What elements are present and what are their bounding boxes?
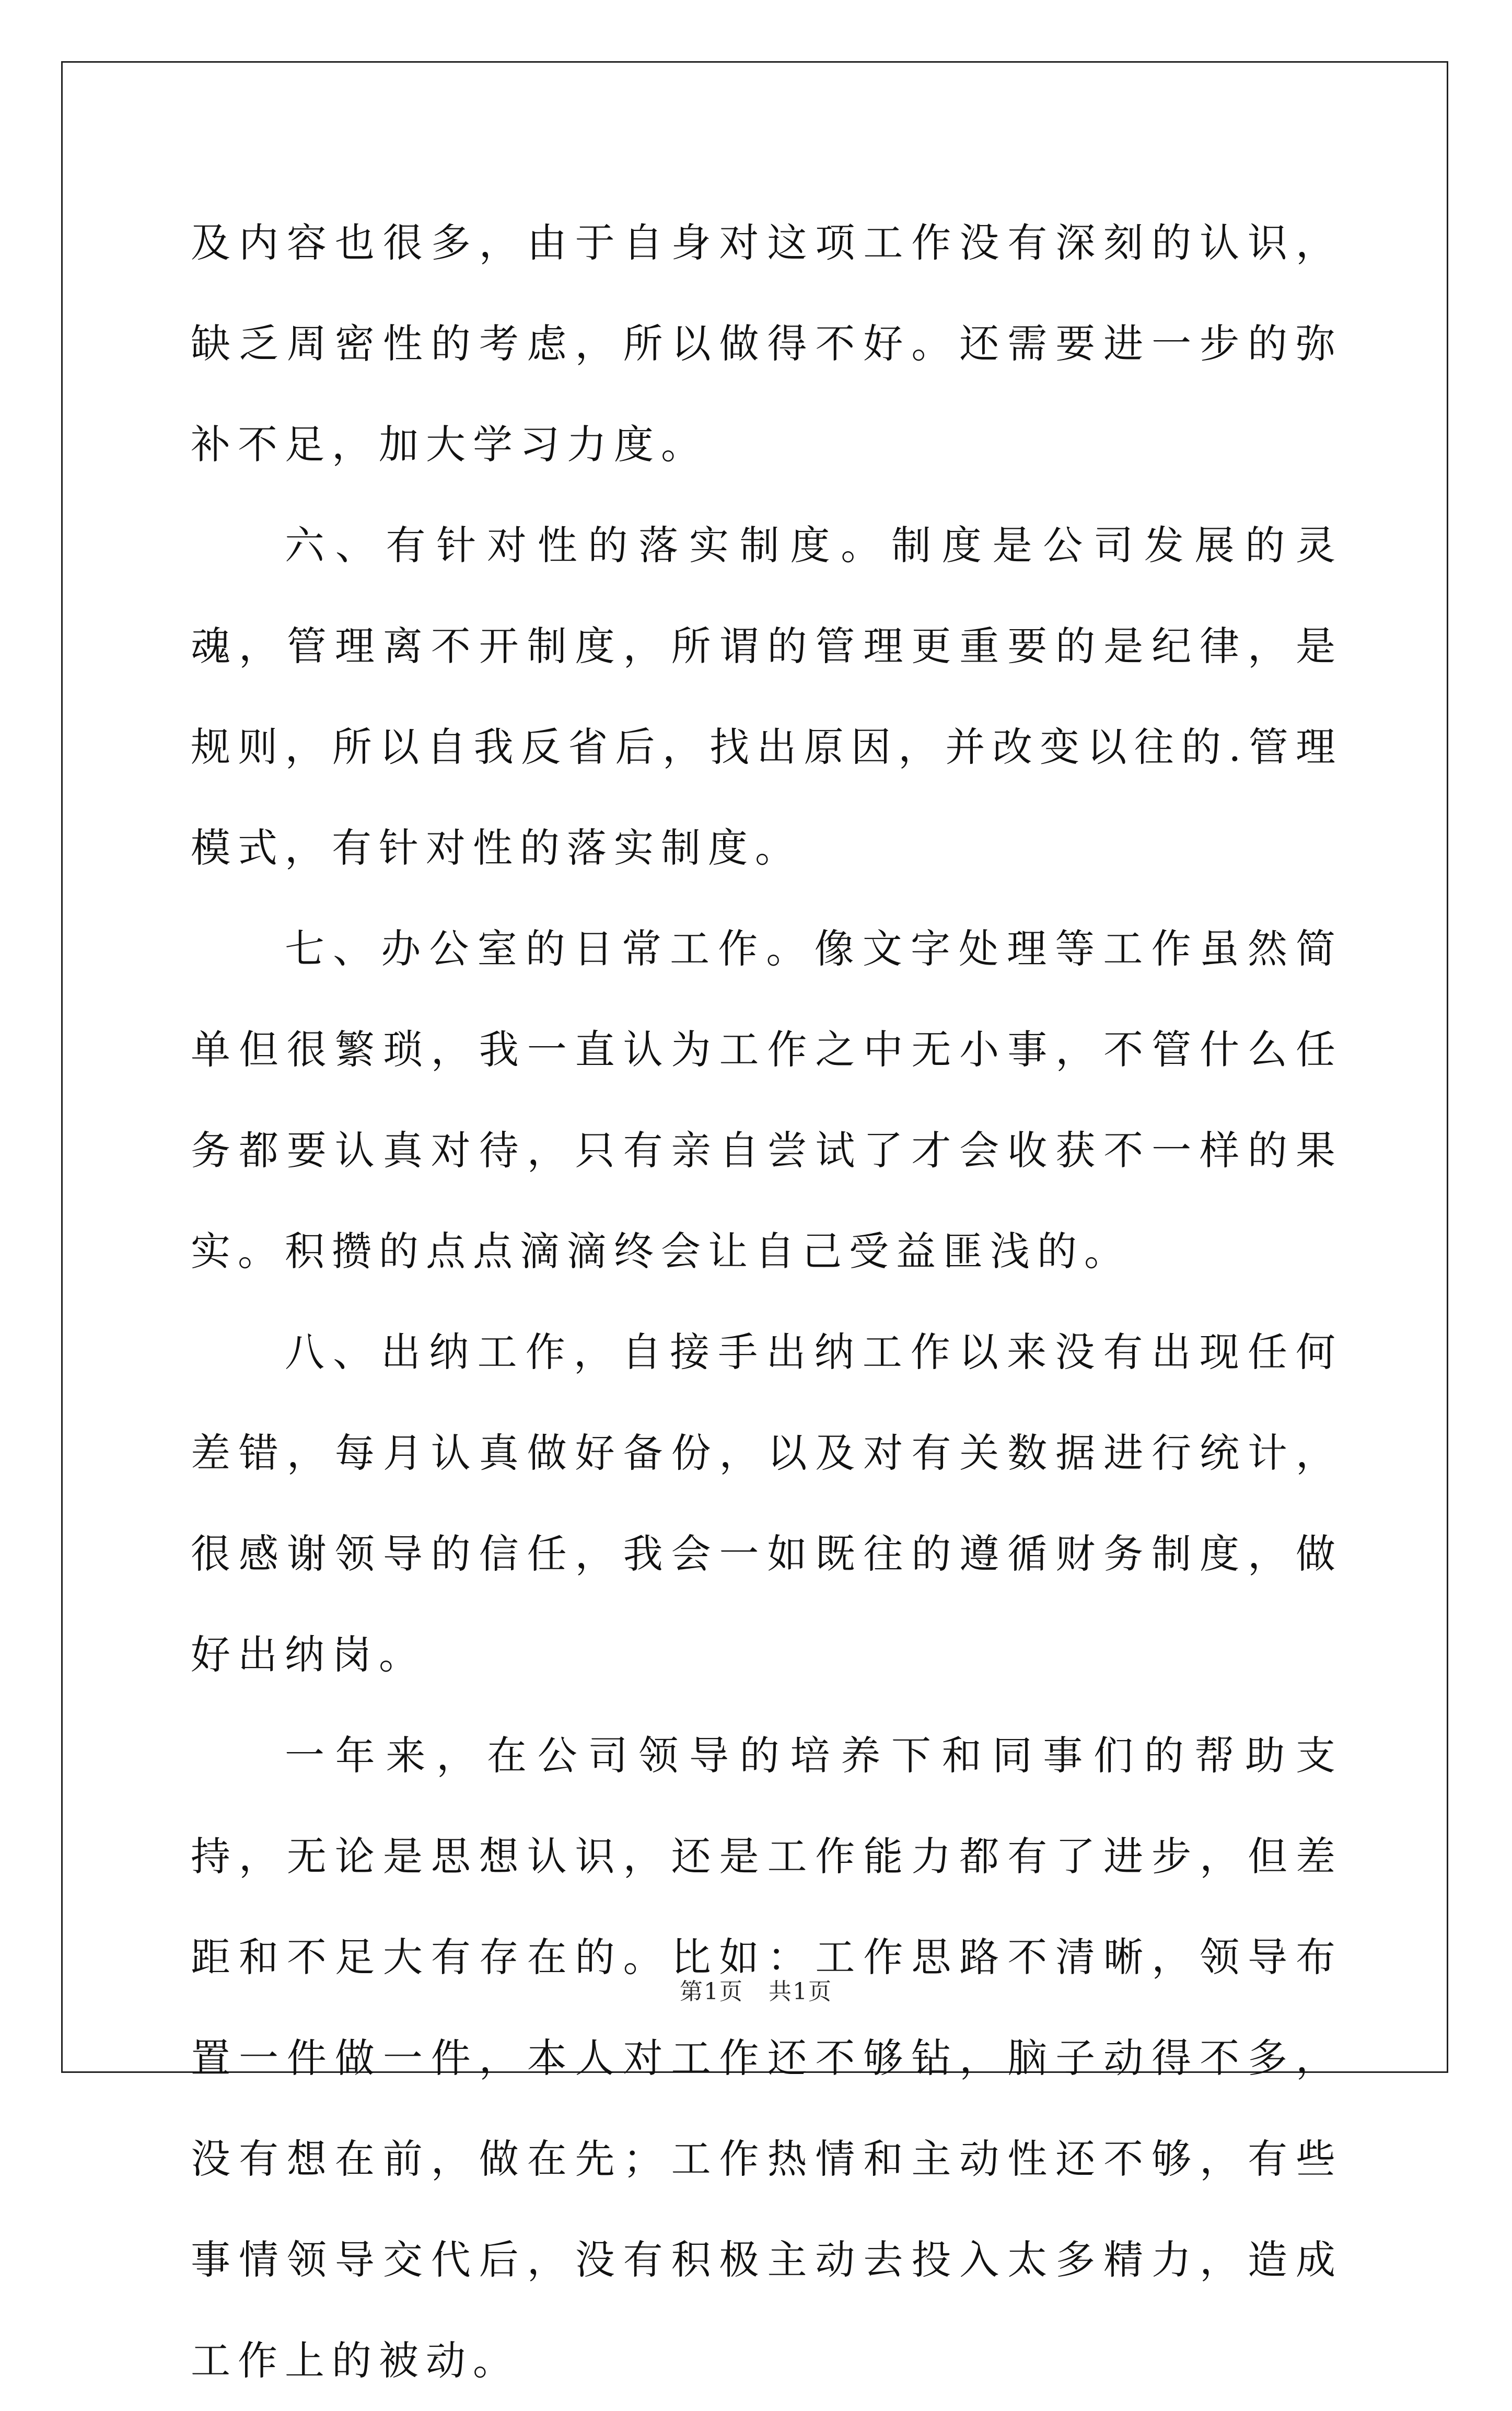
page-footer	[0, 1976, 1512, 2008]
document-body	[191, 192, 1343, 2411]
paragraph-1: 及内容也很多，由于自身对这项工作没有深刻的认识，缺乏周密性的考虑，所以做得不好。还需要进一步的弥补不足，加大学习力度。	[191, 219, 1343, 468]
page-number: 第1页	[680, 1978, 744, 2005]
paragraph-3: 七、办公室的日常工作。像文字处理等工作虽然简单但很繁琐，我一直认为工作之中无小事，不管什么任务都要认真对待，只有亲自尝试了才会收获不一样的果实。积攒的点点滴滴终会让自己受益匪浅的。	[191, 925, 1343, 1274]
paragraph-4: 八、出纳工作，自接手出纳工作以来没有出现任何差错，每月认真做好备份，以及对有关数据进行统计，很感谢领导的信任，我会一如既往的遵循财务制度，做好出纳岗。	[191, 1329, 1343, 1678]
page-total: 共1页	[768, 1978, 832, 2005]
paragraph-5: 一年来，在公司领导的培养下和同事们的帮助支持，无论是思想认识，还是工作能力都有了进步，但差距和不足大有存在的。比如：工作思路不清晰，领导布置一件做一件，本人对工作还不够钻，脑子动得不多，没有想在前，做在先；工作热情和主动性还不够，有些事情领导交代后，没有积极主动去投入太多精力，造成工作上的被动。	[191, 1732, 1343, 2384]
paragraph-2: 六、有针对性的落实制度。制度是公司发展的灵魂，管理离不开制度，所谓的管理更重要的是纪律，是规则，所以自我反省后，找出原因，并改变以往的.管理模式，有针对性的落实制度。	[191, 522, 1343, 871]
